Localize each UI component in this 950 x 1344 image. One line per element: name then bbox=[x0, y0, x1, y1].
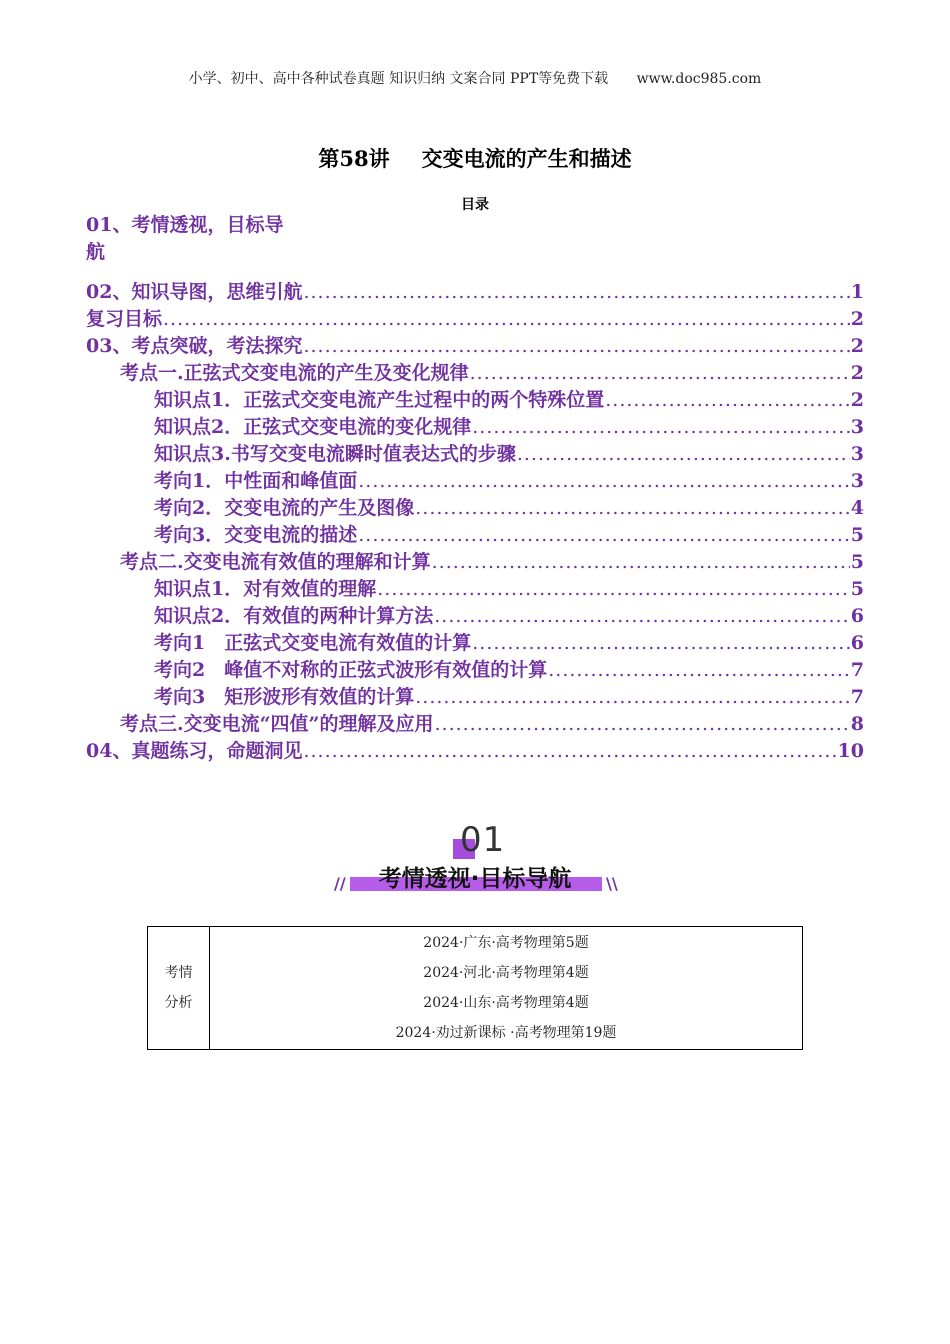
toc-leader bbox=[377, 576, 850, 603]
exam-item: 2024·山东·高考物理第4题 bbox=[423, 995, 589, 1011]
toc-leader bbox=[517, 441, 850, 468]
toc-entry-text: 知识点1．对有效值的理解 bbox=[154, 578, 377, 600]
toc-page-number: 10 bbox=[837, 740, 864, 762]
toc-page-number: 3 bbox=[850, 443, 864, 465]
toc-leader bbox=[434, 603, 850, 630]
toc-leader bbox=[434, 711, 849, 738]
exam-item: 2024·劝过新课标 ·高考物理第19题 bbox=[395, 1025, 617, 1041]
lecture-number: 第58讲 bbox=[318, 146, 390, 171]
toc-entry[interactable] bbox=[86, 333, 864, 360]
table-of-contents bbox=[86, 279, 864, 765]
banner-number: 01 bbox=[460, 820, 506, 860]
page-header bbox=[0, 68, 950, 88]
toc-entry-text: 考向2．交变电流的产生及图像 bbox=[154, 497, 415, 519]
toc-entry-text: 知识点2．有效值的两种计算方法 bbox=[154, 605, 434, 627]
exam-item: 2024·广东·高考物理第5题 bbox=[423, 935, 589, 951]
toc-entry-01[interactable] bbox=[86, 212, 318, 266]
toc-page-number: 1 bbox=[850, 281, 864, 303]
toc-page-number: 2 bbox=[850, 362, 864, 384]
toc-page-number: 3 bbox=[850, 470, 864, 492]
toc-entry-text: 考点三.交变电流“四值”的理解及应用 bbox=[120, 713, 434, 735]
toc-entry-text: 考点一.正弦式交变电流的产生及变化规律 bbox=[120, 362, 469, 384]
toc-page-number: 7 bbox=[850, 659, 864, 681]
toc-entry-text: 考点二.交变电流有效值的理解和计算 bbox=[120, 551, 431, 573]
toc-entry[interactable] bbox=[86, 576, 864, 603]
toc-entry-text: 考向2 峰值不对称的正弦式波形有效值的计算 bbox=[154, 659, 548, 681]
toc-entry-text: 知识点3.书写交变电流瞬时值表达式的步骤 bbox=[154, 443, 516, 465]
toc-entry[interactable] bbox=[86, 495, 864, 522]
toc-entry[interactable] bbox=[86, 549, 864, 576]
toc-entry-text: 考向3 矩形波形有效值的计算 bbox=[154, 686, 415, 708]
toc-page-number: 5 bbox=[850, 578, 864, 600]
toc-entry-text: 02、知识导图，思维引航 bbox=[86, 281, 303, 303]
toc-heading: 目录 bbox=[461, 197, 489, 213]
toc-entry-text: 考向3．交变电流的描述 bbox=[154, 524, 358, 546]
toc-page-number: 2 bbox=[850, 308, 864, 330]
toc-entry[interactable] bbox=[86, 468, 864, 495]
toc-leader bbox=[303, 279, 849, 306]
toc-leader bbox=[303, 738, 836, 765]
toc-page-number: 8 bbox=[850, 713, 864, 735]
toc-leader bbox=[548, 657, 850, 684]
toc-leader bbox=[358, 468, 850, 495]
toc-entry[interactable] bbox=[86, 711, 864, 738]
exam-items-cell bbox=[210, 927, 803, 1050]
exam-analysis-table bbox=[147, 926, 803, 1050]
toc-entry[interactable] bbox=[86, 684, 864, 711]
exam-category-cell bbox=[148, 927, 210, 1050]
toc-leader bbox=[605, 387, 850, 414]
toc-page-number: 3 bbox=[850, 416, 864, 438]
document-title bbox=[0, 143, 950, 173]
section-banner bbox=[330, 820, 620, 900]
lecture-topic: 交变电流的产生和描述 bbox=[421, 146, 632, 171]
toc-entry[interactable] bbox=[86, 441, 864, 468]
toc-page-number: 2 bbox=[850, 389, 864, 411]
banner-label: 考情透视·目标导航 bbox=[378, 866, 572, 892]
toc-entry-text: 知识点1．正弦式交变电流产生过程中的两个特殊位置 bbox=[154, 389, 605, 411]
toc-page-number: 5 bbox=[850, 551, 864, 573]
toc-leader bbox=[472, 630, 850, 657]
toc-page-number: 4 bbox=[850, 497, 864, 519]
toc-entry-text: 考向1．中性面和峰值面 bbox=[154, 470, 358, 492]
toc-leader bbox=[415, 684, 850, 711]
toc-leader bbox=[472, 414, 850, 441]
toc-page-number: 2 bbox=[850, 335, 864, 357]
toc-entry[interactable] bbox=[86, 279, 864, 306]
toc-page-number: 6 bbox=[850, 605, 864, 627]
toc-entry[interactable] bbox=[86, 360, 864, 387]
toc-entry-text: 复习目标 bbox=[86, 308, 163, 330]
toc-leader bbox=[470, 360, 850, 387]
exam-category-line1: 考情 bbox=[164, 965, 193, 981]
toc-entry[interactable] bbox=[86, 522, 864, 549]
toc-page-number: 5 bbox=[850, 524, 864, 546]
toc-entry[interactable] bbox=[86, 657, 864, 684]
toc-entry[interactable] bbox=[86, 387, 864, 414]
toc-entry[interactable] bbox=[86, 306, 864, 333]
toc-leader bbox=[163, 306, 850, 333]
toc-entry-text: 知识点2．正弦式交变电流的变化规律 bbox=[154, 416, 472, 438]
banner-left-slash-icon: // bbox=[334, 874, 346, 893]
banner-right-slash-icon: \\ bbox=[606, 874, 618, 893]
toc-leader bbox=[432, 549, 850, 576]
toc-entry-01-line1: 01、考情透视，目标导 bbox=[86, 214, 284, 236]
toc-entry[interactable] bbox=[86, 603, 864, 630]
toc-entry-text: 考向1 正弦式交变电流有效值的计算 bbox=[154, 632, 472, 654]
toc-entry-text: 04、真题练习，命题洞见 bbox=[86, 740, 303, 762]
toc-leader bbox=[358, 522, 850, 549]
toc-page-number: 7 bbox=[850, 686, 864, 708]
exam-item: 2024·河北·高考物理第4题 bbox=[423, 965, 589, 981]
toc-entry[interactable] bbox=[86, 738, 864, 765]
exam-category-line2: 分析 bbox=[164, 995, 193, 1011]
header-site-link[interactable]: www.doc985.com bbox=[636, 71, 762, 87]
toc-page-number: 6 bbox=[850, 632, 864, 654]
toc-entry-text: 03、考点突破，考法探究 bbox=[86, 335, 303, 357]
toc-entry[interactable] bbox=[86, 630, 864, 657]
toc-leader bbox=[303, 333, 849, 360]
header-text: 小学、初中、高中各种试卷真题 知识归纳 文案合同 PPT等免费下载 bbox=[188, 71, 609, 87]
toc-entry-01-line2: 航 bbox=[86, 241, 106, 263]
toc-leader bbox=[415, 495, 850, 522]
toc-entry[interactable] bbox=[86, 414, 864, 441]
